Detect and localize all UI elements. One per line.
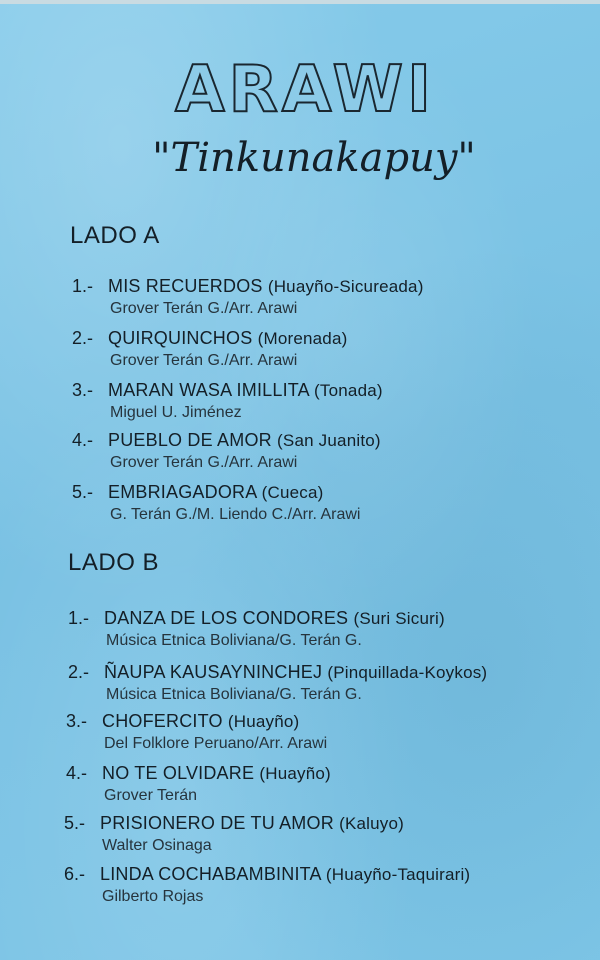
track-title-line	[102, 711, 299, 732]
track-genre: (Cueca)	[261, 483, 324, 502]
track-number: 5.-	[72, 482, 94, 502]
track-title: DANZA DE LOS CONDORES	[104, 608, 349, 628]
track-title: ÑAUPA KAUSAYNINCHEJ	[104, 662, 323, 682]
track-title-line	[104, 608, 445, 629]
track-genre: (Huayño)	[227, 712, 300, 731]
track-credit: Grover Terán	[104, 787, 198, 804]
track-title: PRISIONERO DE TU AMOR	[100, 813, 334, 833]
track-title: PUEBLO DE AMOR	[108, 430, 272, 450]
track-number: 6.-	[64, 864, 86, 884]
track-title-line	[108, 380, 383, 401]
track-genre: (Suri Sicuri)	[353, 609, 445, 628]
track-number: 4.-	[72, 430, 94, 450]
track-title-line	[108, 328, 347, 349]
track-title-line	[108, 482, 324, 503]
track-credit: Música Etnica Boliviana/G. Terán G.	[106, 686, 362, 703]
track-title-line	[108, 276, 424, 297]
track-title-line	[108, 430, 381, 451]
track-number: 2.-	[68, 662, 90, 682]
track-number: 3.-	[66, 711, 88, 731]
track-credit: Grover Terán G./Arr. Arawi	[110, 300, 298, 317]
track-credit: Miguel U. Jiménez	[110, 404, 242, 421]
track-title: MARAN WASA IMILLITA	[108, 380, 309, 400]
track-credit: Grover Terán G./Arr. Arawi	[110, 352, 298, 369]
track-number: 2.-	[72, 328, 94, 348]
track-credit: Gilberto Rojas	[102, 888, 204, 905]
track-title: NO TE OLVIDARE	[102, 763, 255, 783]
track-genre: (Tonada)	[314, 381, 383, 400]
side-a-heading: LADO A	[70, 222, 160, 249]
track-title: QUIRQUINCHOS	[108, 328, 253, 348]
album-title: "Tinkunakapuy"	[152, 135, 476, 181]
track-number: 5.-	[64, 813, 86, 833]
track-title: LINDA COCHABAMBINITA	[100, 864, 321, 884]
track-number: 1.-	[68, 608, 90, 628]
track-genre: (Huayño)	[259, 764, 331, 783]
track-genre: (Morenada)	[257, 329, 348, 348]
band-name: ARAWI	[175, 53, 435, 127]
track-genre: (Huayño-Taquirari)	[325, 865, 471, 884]
track-credit: Música Etnica Boliviana/G. Terán G.	[106, 632, 362, 649]
side-b-heading: LADO B	[68, 549, 160, 576]
track-title: EMBRIAGADORA	[108, 482, 257, 502]
track-number: 3.-	[72, 380, 94, 400]
track-genre: (Huayño-Sicureada)	[267, 277, 424, 296]
track-title-line	[102, 763, 331, 784]
track-credit: Walter Osinaga	[102, 837, 212, 854]
top-edge	[0, 0, 600, 4]
track-number: 4.-	[66, 763, 88, 783]
track-title-line	[100, 813, 404, 834]
track-credit: Del Folklore Peruano/Arr. Arawi	[104, 735, 328, 752]
track-title: MIS RECUERDOS	[108, 276, 263, 296]
track-title-line	[104, 662, 487, 683]
track-credit: G. Terán G./M. Liendo C./Arr. Arawi	[110, 506, 361, 523]
track-genre: (San Juanito)	[277, 431, 381, 450]
track-genre: (Pinquillada-Koykos)	[327, 663, 488, 682]
track-number: 1.-	[72, 276, 94, 296]
track-credit: Grover Terán G./Arr. Arawi	[110, 454, 298, 471]
track-title: CHOFERCITO	[102, 711, 223, 731]
track-genre: (Kaluyo)	[339, 814, 405, 833]
track-title-line	[100, 864, 470, 885]
